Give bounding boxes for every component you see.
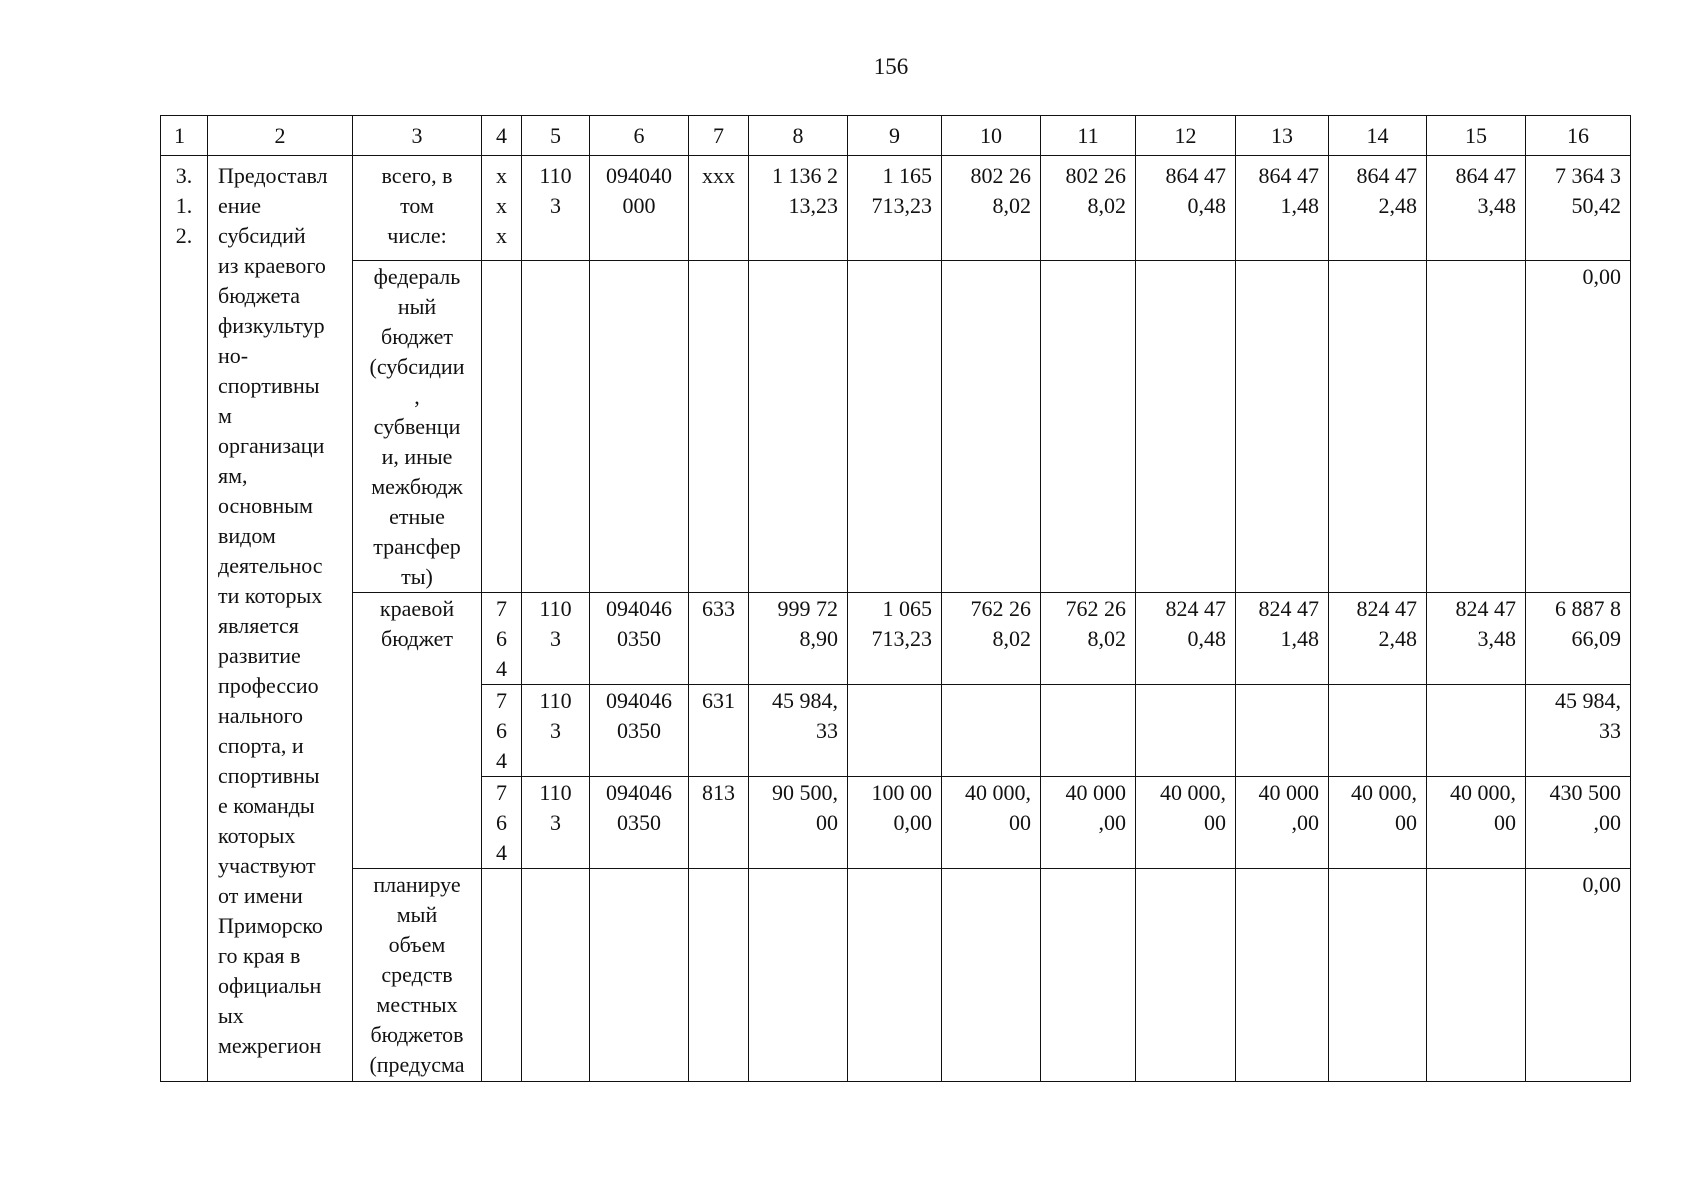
cell-c13 [1236, 869, 1329, 1082]
cell-c5: 110 3 [522, 156, 590, 261]
cell-c5: 110 3 [522, 777, 590, 869]
header-cell: 12 [1136, 116, 1236, 156]
cell-c11 [1041, 261, 1136, 593]
cell-c4: х х х [482, 156, 522, 261]
cell-c14: 824 47 2,48 [1329, 593, 1427, 685]
header-cell: 8 [749, 116, 848, 156]
cell-c10: 40 000, 00 [942, 777, 1041, 869]
source-label-regional: краевой бюджет [353, 593, 482, 869]
cell-c11: 40 000 ,00 [1041, 777, 1136, 869]
cell-c16: 7 364 3 50,42 [1526, 156, 1631, 261]
budget-table [160, 115, 1631, 1082]
cell-c11: 762 26 8,02 [1041, 593, 1136, 685]
cell-c4 [482, 869, 522, 1082]
header-cell: 7 [689, 116, 749, 156]
cell-c9 [848, 261, 942, 593]
header-cell: 1 [161, 116, 208, 156]
header-cell: 16 [1526, 116, 1631, 156]
cell-c5 [522, 261, 590, 593]
cell-c13: 864 47 1,48 [1236, 156, 1329, 261]
cell-c9 [848, 685, 942, 777]
cell-c16: 0,00 [1526, 869, 1631, 1082]
table-row-total [161, 156, 1631, 261]
cell-c8: 90 500, 00 [749, 777, 848, 869]
row-id-cell: 3. 1. 2. [161, 156, 208, 1082]
cell-c13: 824 47 1,48 [1236, 593, 1329, 685]
cell-c10 [942, 261, 1041, 593]
cell-c9: 1 065 713,23 [848, 593, 942, 685]
table-header-row [161, 116, 1631, 156]
header-cell: 14 [1329, 116, 1427, 156]
cell-c16: 0,00 [1526, 261, 1631, 593]
cell-c4: 7 6 4 [482, 777, 522, 869]
cell-c12 [1136, 685, 1236, 777]
cell-c6: 094046 0350 [590, 685, 689, 777]
cell-c15 [1427, 685, 1526, 777]
cell-c11: 802 26 8,02 [1041, 156, 1136, 261]
cell-c4 [482, 261, 522, 593]
cell-c13 [1236, 685, 1329, 777]
cell-c12 [1136, 261, 1236, 593]
cell-c16: 45 984, 33 [1526, 685, 1631, 777]
source-label-federal: федераль ный бюджет (субсидии , субвенци и, иные межбюдж етные трансфер ты) [353, 261, 482, 593]
cell-c10: 762 26 8,02 [942, 593, 1041, 685]
header-cell: 4 [482, 116, 522, 156]
cell-c6: 094046 0350 [590, 593, 689, 685]
cell-c4: 7 6 4 [482, 593, 522, 685]
cell-c15: 40 000, 00 [1427, 777, 1526, 869]
table-row-planned [161, 869, 1631, 1082]
cell-c6: 094040 000 [590, 156, 689, 261]
cell-c5: 110 3 [522, 685, 590, 777]
cell-c10 [942, 685, 1041, 777]
header-cell: 11 [1041, 116, 1136, 156]
cell-c11 [1041, 869, 1136, 1082]
header-cell: 5 [522, 116, 590, 156]
cell-c6 [590, 261, 689, 593]
cell-c6 [590, 869, 689, 1082]
cell-c7: 631 [689, 685, 749, 777]
header-cell: 9 [848, 116, 942, 156]
cell-c15 [1427, 261, 1526, 593]
cell-c8: 1 136 2 13,23 [749, 156, 848, 261]
header-cell: 13 [1236, 116, 1329, 156]
cell-c15: 864 47 3,48 [1427, 156, 1526, 261]
cell-c8 [749, 261, 848, 593]
header-cell: 3 [353, 116, 482, 156]
cell-c5 [522, 869, 590, 1082]
header-cell: 10 [942, 116, 1041, 156]
cell-c7 [689, 869, 749, 1082]
cell-c9 [848, 869, 942, 1082]
cell-c9: 1 165 713,23 [848, 156, 942, 261]
cell-c5: 110 3 [522, 593, 590, 685]
cell-c14: 40 000, 00 [1329, 777, 1427, 869]
cell-c8 [749, 869, 848, 1082]
header-cell: 15 [1427, 116, 1526, 156]
source-label-planned: планируе мый объем средств местных бюджетов (предусма [353, 869, 482, 1082]
cell-c9: 100 00 0,00 [848, 777, 942, 869]
cell-c12: 824 47 0,48 [1136, 593, 1236, 685]
cell-c12: 864 47 0,48 [1136, 156, 1236, 261]
cell-c10 [942, 869, 1041, 1082]
description-cell: Предоставл ение субсидий из краевого бюджета физкультур но- спортивны м организаци ям, основным видом деятельнос ти которых является развитие профессио нального спорта, и спортивны е команды которых участвуют от имени Приморско го края в официальн ых межрегион [208, 156, 353, 1082]
cell-c11 [1041, 685, 1136, 777]
cell-c14: 864 47 2,48 [1329, 156, 1427, 261]
table-row-regional [161, 593, 1631, 685]
cell-c13 [1236, 261, 1329, 593]
table-row-federal [161, 261, 1631, 593]
cell-c14 [1329, 261, 1427, 593]
cell-c12: 40 000, 00 [1136, 777, 1236, 869]
cell-c7 [689, 261, 749, 593]
cell-c15 [1427, 869, 1526, 1082]
cell-c7: 813 [689, 777, 749, 869]
cell-c4: 7 6 4 [482, 685, 522, 777]
cell-c13: 40 000 ,00 [1236, 777, 1329, 869]
header-cell: 6 [590, 116, 689, 156]
cell-c10: 802 26 8,02 [942, 156, 1041, 261]
cell-c14 [1329, 685, 1427, 777]
page-number: 156 [873, 54, 909, 79]
cell-c6: 094046 0350 [590, 777, 689, 869]
cell-c16: 430 500 ,00 [1526, 777, 1631, 869]
cell-c16: 6 887 8 66,09 [1526, 593, 1631, 685]
cell-c8: 45 984, 33 [749, 685, 848, 777]
cell-c14 [1329, 869, 1427, 1082]
cell-c8: 999 72 8,90 [749, 593, 848, 685]
header-cell: 2 [208, 116, 353, 156]
source-label-total: всего, в том числе: [353, 156, 482, 261]
cell-c12 [1136, 869, 1236, 1082]
cell-c7: ххх [689, 156, 749, 261]
cell-c15: 824 47 3,48 [1427, 593, 1526, 685]
cell-c7: 633 [689, 593, 749, 685]
